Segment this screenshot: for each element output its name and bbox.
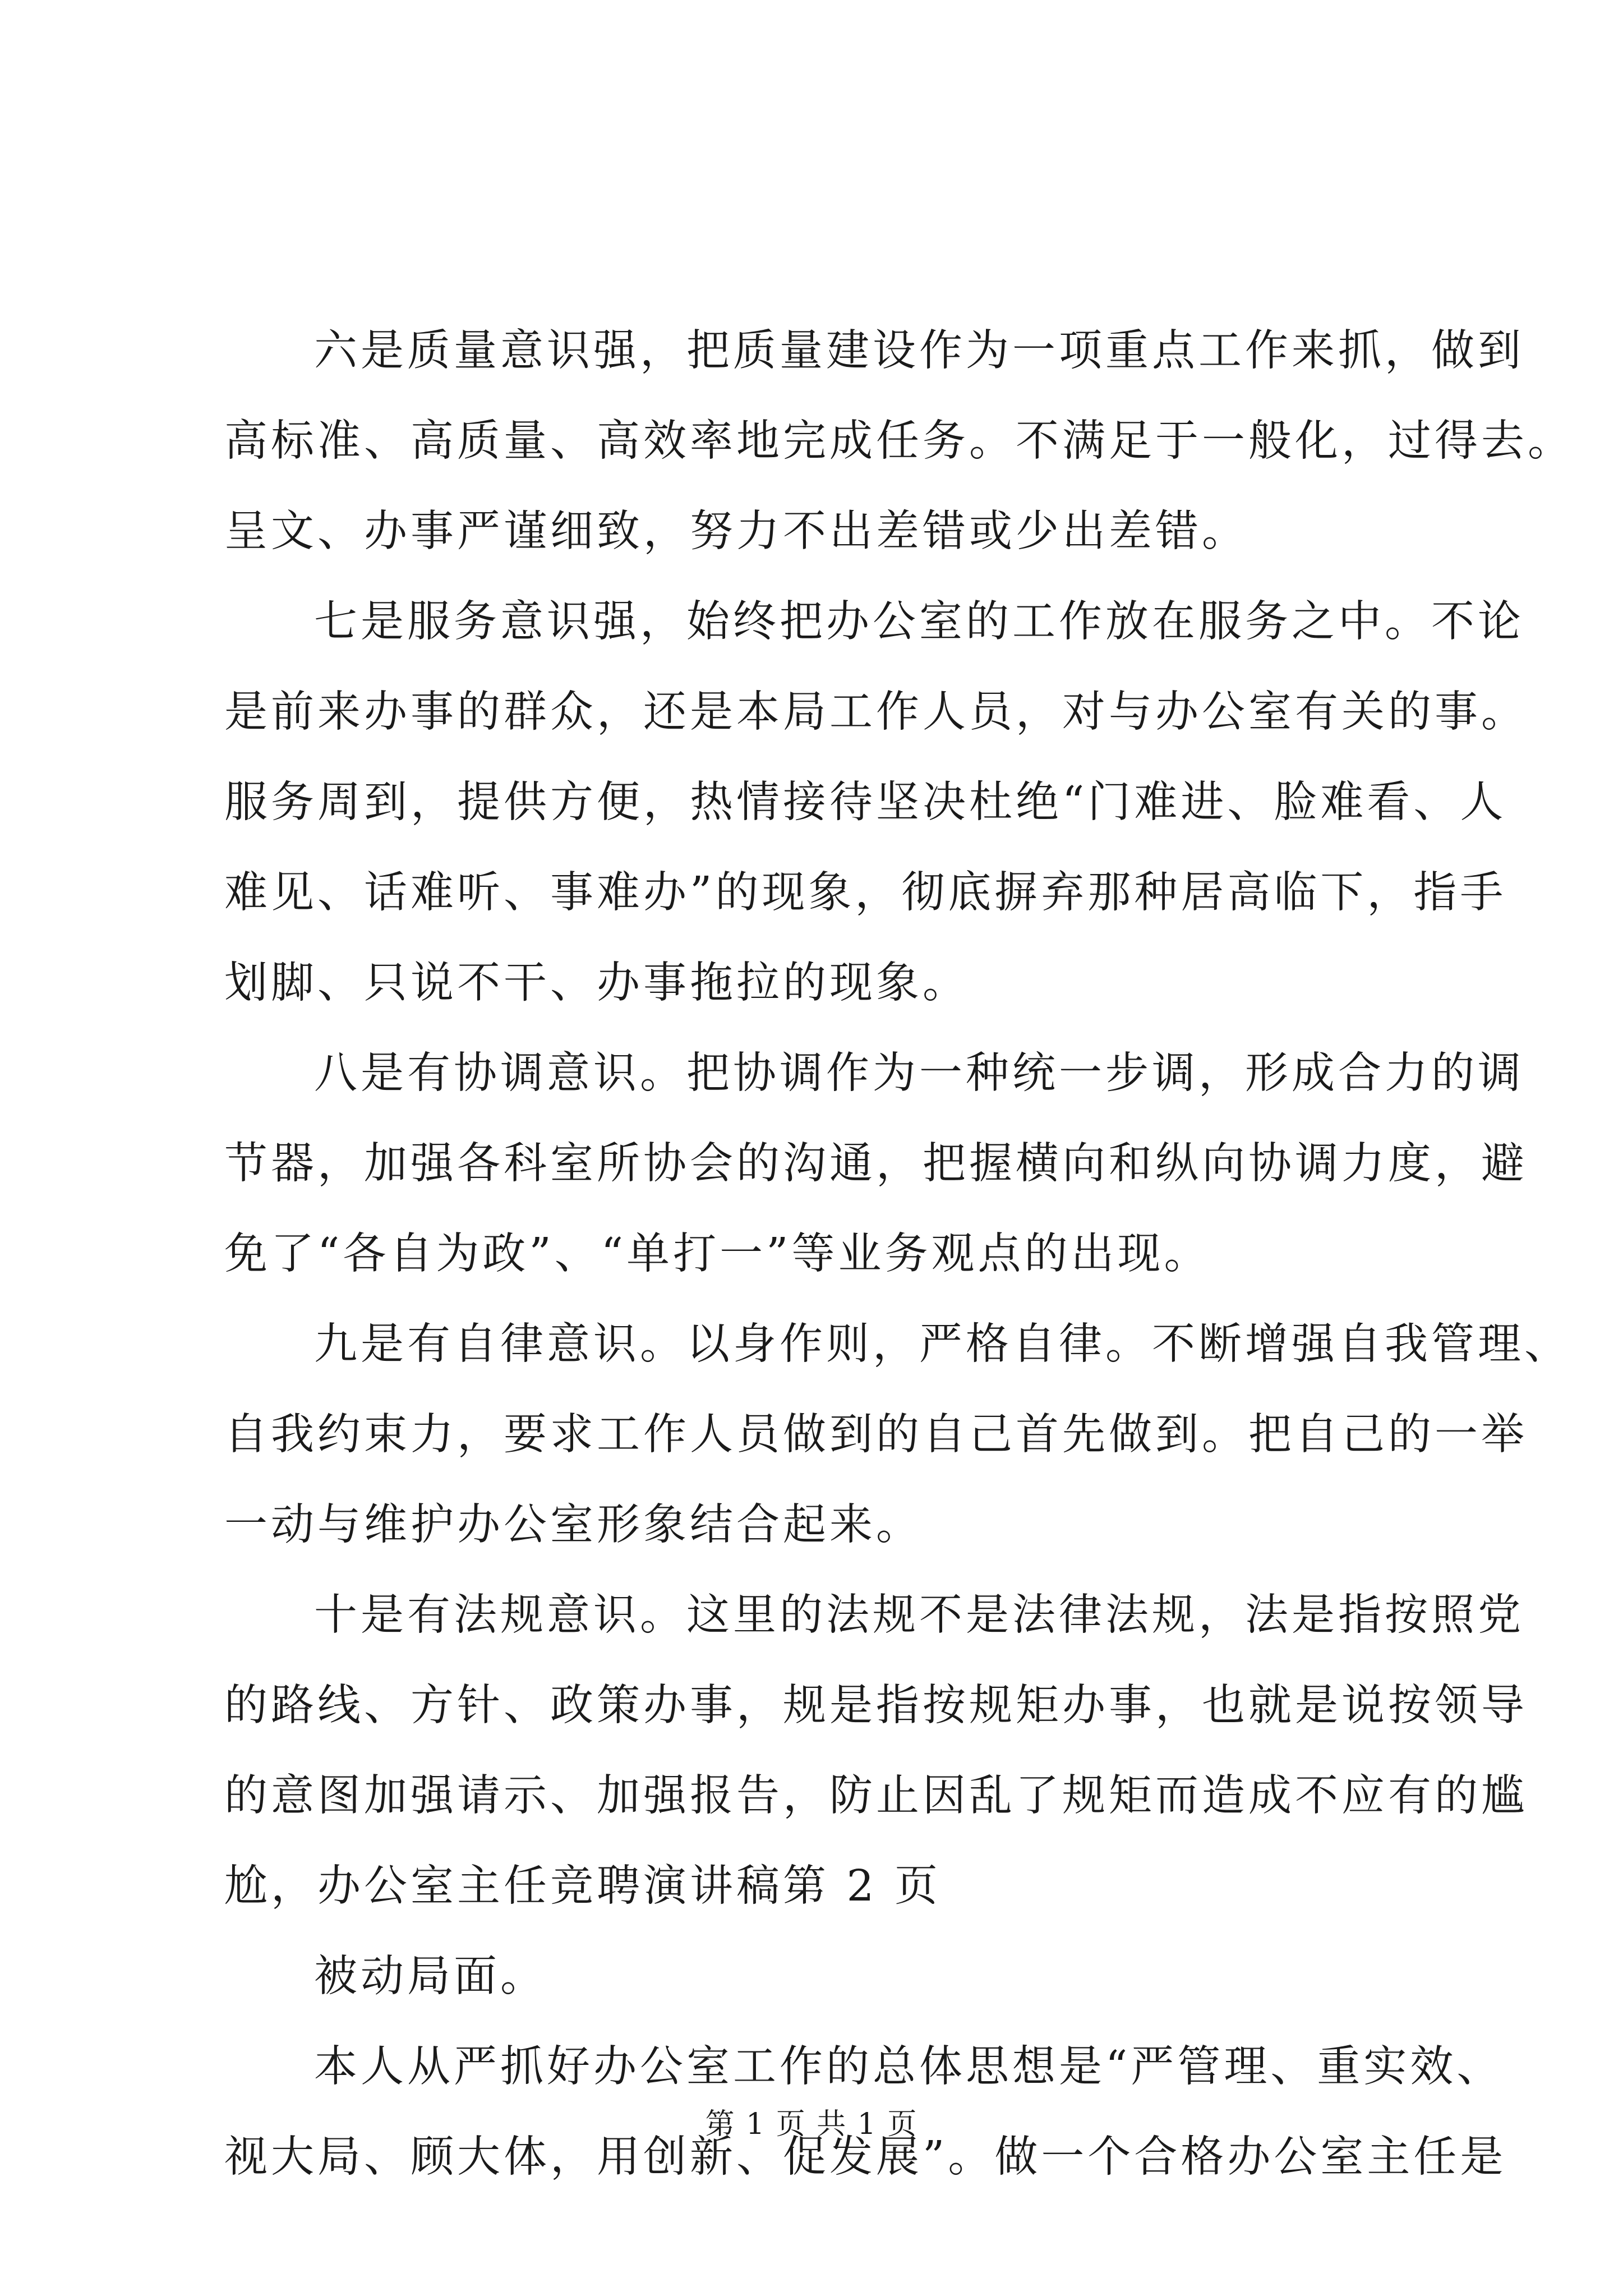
paragraph-service-awareness xyxy=(224,577,1528,1028)
text-line: 服务周到，提供方便，热情接待坚决杜绝“门难进、脸难看、人 xyxy=(224,777,1507,827)
text-line: 的意图加强请示、加强报告，防止因乱了规矩而造成不应有的尴 xyxy=(224,1771,1528,1821)
text-line: 难见、话难听、事难办”的现象，彻底摒弃那种居高临下，指手 xyxy=(224,868,1507,918)
text-line: 视大局、顾大体，用创新、促发展”。做一个合格办公室主任是 xyxy=(224,2132,1507,2182)
text-line: 的路线、方针、政策办事，规是指按规矩办事，也就是说按领导 xyxy=(224,1681,1528,1731)
text-line: 自我约束力，要求工作人员做到的自己首先做到。把自己的一举 xyxy=(224,1410,1528,1460)
text-line: 呈文、办事严谨细致，努力不出差错或少出差错。 xyxy=(224,507,1248,556)
paragraph-regulation-awareness xyxy=(224,1570,1528,1931)
text-line: 六是质量意识强，把质量建设作为一项重点工作来抓，做到 xyxy=(314,326,1524,376)
paragraph-quality-awareness xyxy=(224,306,1574,577)
text-line: 划脚、只说不干、办事拖拉的现象。 xyxy=(224,958,969,1008)
text-line: 七是服务意识强，始终把办公室的工作放在服务之中。不论 xyxy=(314,597,1524,647)
text-line: 本人从严抓好办公室工作的总体思想是“严管理、重实效、 xyxy=(314,2042,1504,2092)
text-line: 九是有自律意识。以身作则，严格自律。不断增强自我管理、 xyxy=(314,1319,1571,1369)
text-line: 节器，加强各科室所协会的沟通，把握横向和纵向协调力度，避 xyxy=(224,1139,1528,1189)
text-line: 高标准、高质量、高效率地完成任务。不满足于一般化，过得去。 xyxy=(224,416,1574,466)
page-number-footer: 第 1 页 共 1 页 xyxy=(705,2108,918,2141)
paragraph-self-discipline xyxy=(224,1299,1571,1570)
text-line: 是前来办事的群众，还是本局工作人员，对与办公室有关的事。 xyxy=(224,687,1528,737)
text-line: 八是有协调意识。把协调作为一种统一步调，形成合力的调 xyxy=(314,1048,1524,1098)
text-line: 免了“各自为政”、“单打一”等业务观点的出现。 xyxy=(224,1229,1211,1279)
text-line: 被动局面。 xyxy=(314,1952,547,2001)
text-line: 尬，办公室主任竞聘演讲稿第 2 页 xyxy=(224,1861,941,1911)
text-line: 十是有法规意识。这里的法规不是法律法规，法是指按照党 xyxy=(314,1590,1524,1640)
document-body xyxy=(224,306,1574,2202)
paragraph-coordination-awareness xyxy=(224,1028,1528,1299)
text-line: 一动与维护办公室形象结合起来。 xyxy=(224,1500,923,1550)
paragraph-passive-situation xyxy=(224,1931,1424,2022)
